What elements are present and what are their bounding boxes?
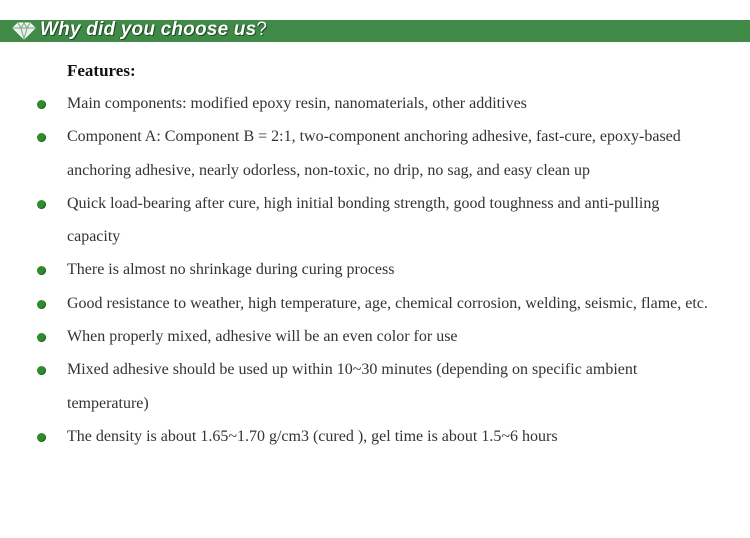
bullet-dot-icon: [37, 133, 46, 142]
feature-text: Main components: modified epoxy resin, nanomaterials, other additives: [67, 95, 527, 112]
bullet-dot-icon: [37, 100, 46, 109]
feature-item: [0, 353, 750, 420]
feature-item: [0, 420, 750, 453]
features-heading: Features:: [67, 61, 136, 80]
feature-item: [0, 87, 750, 120]
section-header-bar: [0, 20, 750, 42]
feature-text: There is almost no shrinkage during curing process: [67, 261, 395, 279]
feature-text: The density is about 1.65~1.70 g/cm3 (cured ), gel time is about 1.5~6 hours: [67, 427, 558, 445]
feature-text: Quick load-bearing after cure, high initial bonding strength, good toughness and anti-pulling capacity: [67, 194, 660, 246]
feature-text: When properly mixed, adhesive will be an even color for use: [67, 328, 458, 346]
section-title-question-mark: ?: [256, 19, 268, 40]
bullet-dot-icon: [37, 366, 46, 375]
diamond-icon: [10, 21, 38, 41]
bullet-dot-icon: [37, 200, 46, 209]
feature-item: [0, 187, 750, 254]
feature-item: [0, 287, 750, 320]
feature-item: [0, 120, 750, 187]
feature-text: Component A: Component B = 2:1, two-component anchoring adhesive, fast-cure, epoxy-based anchoring adhesive, nearly odorless, non-toxic, no drip, no sag, and easy clean up: [67, 128, 681, 179]
feature-item: [0, 320, 750, 353]
bullet-dot-icon: [37, 300, 46, 309]
feature-list: [0, 87, 750, 453]
bullet-dot-icon: [37, 266, 46, 275]
section-title-text: Why did you choose us: [40, 19, 257, 40]
feature-item: [0, 253, 750, 286]
bullet-dot-icon: [37, 333, 46, 342]
bullet-dot-icon: [37, 433, 46, 442]
feature-text: Good resistance to weather, high temperature, age, chemical corrosion, welding, seismic, flame, etc.: [67, 294, 708, 312]
section-title: [40, 19, 267, 41]
feature-text: Mixed adhesive should be used up within 10~30 minutes (depending on specific ambient temperature): [67, 361, 638, 412]
